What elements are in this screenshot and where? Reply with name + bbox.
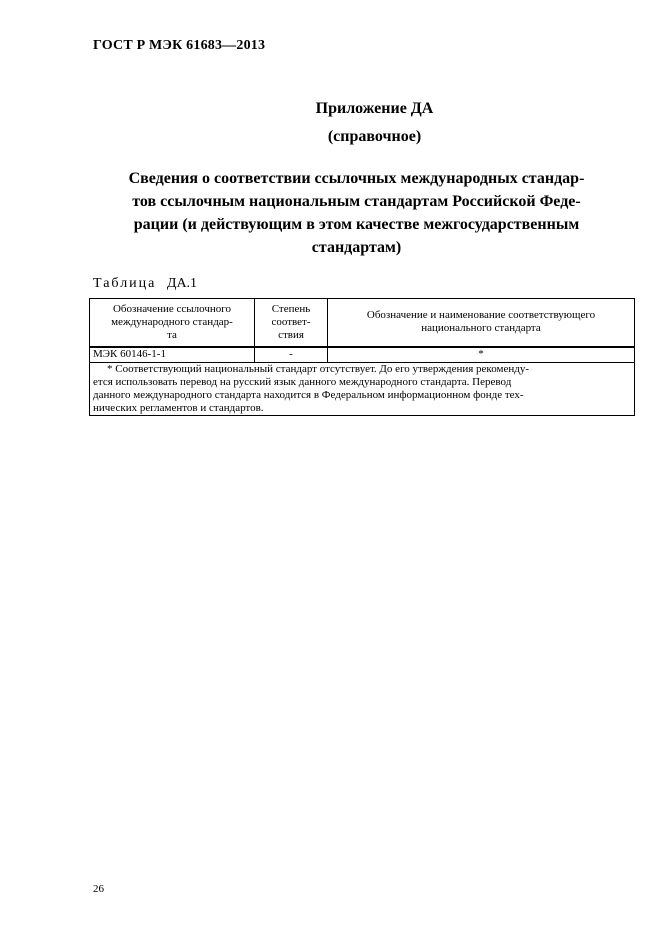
annex-title: Приложение ДА [315,100,434,117]
table-row [90,347,635,363]
cell-degree: - [255,347,328,363]
cell-national: * [328,347,635,363]
document-id: ГОСТ Р МЭК 61683—2013 [93,38,266,53]
header-line: Обозначение ссылочного [112,302,232,315]
annex-status: (справочное) [327,128,422,145]
annex-heading-line: стандартам) [311,239,402,256]
table-note-row [90,362,635,415]
note-line: * Соответствующий национальный стандарт отсутствует. До его утверждения рекоменду- [107,362,529,375]
column-header-standard [90,299,255,347]
annex-heading-line: тов ссылочным национальным стандартам Российской Феде- [132,193,581,210]
annex-heading [93,167,620,259]
table-caption-word: Таблица [93,276,157,291]
header-line: та [167,328,177,341]
header-line: международного стандар- [111,315,233,328]
header-line: национального стандарта [421,322,541,335]
annex-heading-line: рации (и действующим в этом качестве межгосударственным [133,216,580,233]
note-line: нических регламентов и стандартов. [93,401,264,414]
table-caption [93,276,197,292]
note-line: данного международного стандарта находится в Федеральном информационном фонде тех- [93,388,524,401]
cell-standard: МЭК 60146-1-1 [90,347,255,363]
column-header-degree [255,299,328,347]
header-line: Степень [271,302,311,315]
table-note [90,362,635,415]
header-line: ствия [278,328,304,341]
page-number: 26 [93,883,104,895]
column-header-national [328,299,635,347]
header-line: Обозначение и наименование соответствующего [366,309,596,322]
table-caption-number: ДА.1 [166,276,198,291]
annex-heading-line: Сведения о соответствии ссылочных международных стандар- [128,170,585,187]
header-line: соответ- [271,315,311,328]
note-line: ется использовать перевод на русский язык данного международного стандарта. Перевод [93,375,512,388]
reference-table [89,298,635,416]
